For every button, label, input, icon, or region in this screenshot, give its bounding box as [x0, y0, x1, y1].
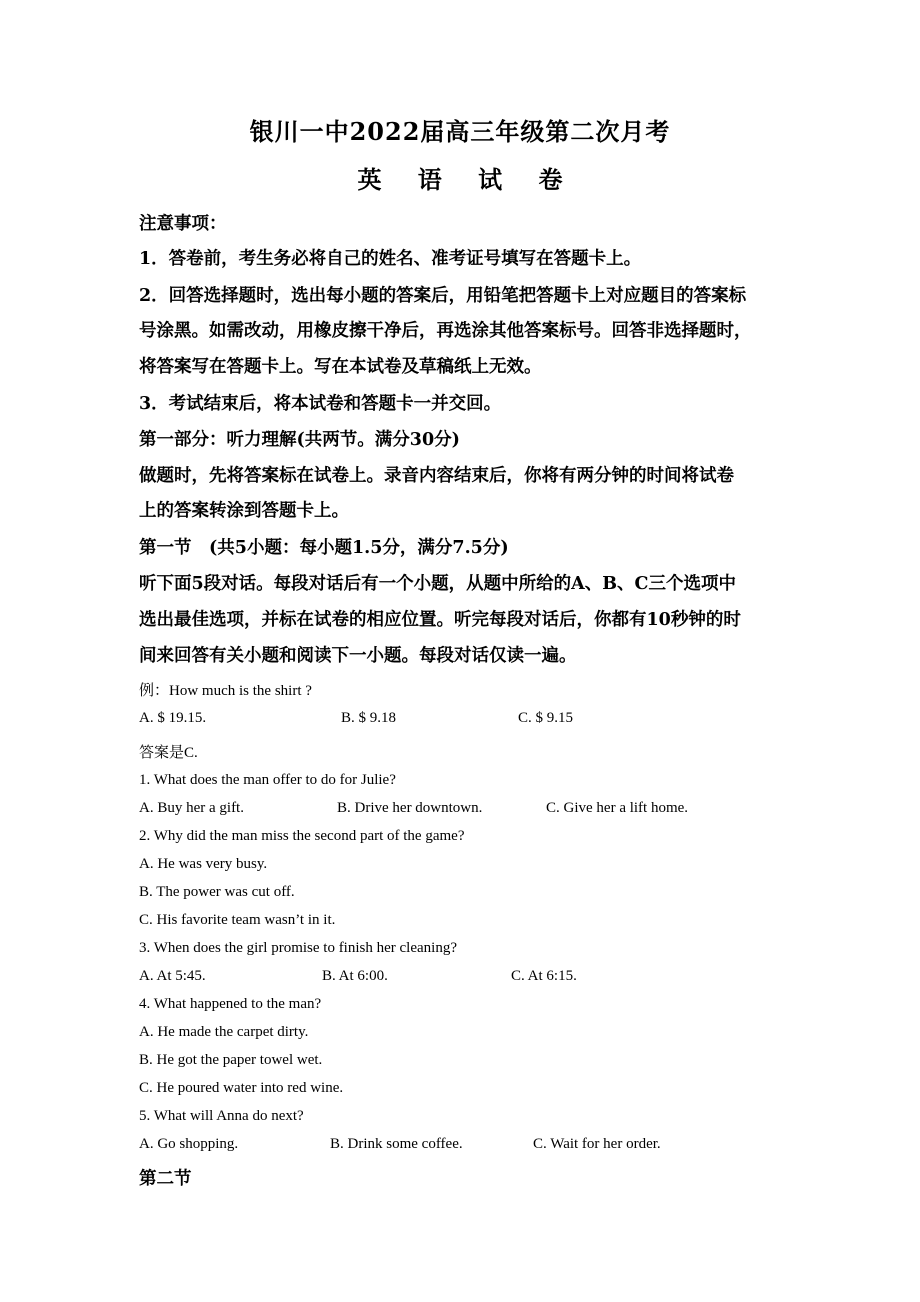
note-item-2-line-1: 2．回答选择题时，选出每小题的答案后，用铅笔把答题卡上对应题目的答案标: [139, 286, 747, 306]
exam-title: 银川一中2022届高三年级第二次月考: [249, 117, 671, 146]
example-option-b: B. $ 9.18: [341, 710, 397, 726]
question-4-stem: 4. What happened to the man?: [139, 996, 322, 1012]
question-4-option-b: B. He got the paper towel wet.: [139, 1052, 323, 1068]
note-item-1: 1．答卷前，考生务必将自己的姓名、准考证号填写在答题卡上。: [139, 249, 642, 269]
question-5-option-c: C. Wait for her order.: [533, 1136, 661, 1152]
section1-heading: 第一节 (共5小题：每小题1.5分，满分7.5分): [139, 538, 509, 558]
question-5-option-a: A. Go shopping.: [139, 1136, 239, 1152]
exam-subtitle: 英 语 试 卷: [357, 165, 577, 194]
question-4-option-c: C. He poured water into red wine.: [139, 1080, 344, 1096]
question-3-option-c: C. At 6:15.: [511, 968, 577, 984]
example-answer: 答案是C.: [139, 745, 198, 761]
question-1-option-a: A. Buy her a gift.: [139, 800, 244, 816]
question-3-option-a: A. At 5:45.: [139, 968, 206, 984]
question-2-option-c: C. His favorite team wasn’t in it.: [139, 912, 336, 928]
question-2-stem: 2. Why did the man miss the second part of the game?: [139, 828, 465, 844]
question-5-stem: 5. What will Anna do next?: [139, 1108, 304, 1124]
question-3-stem: 3. When does the girl promise to finish her cleaning?: [139, 940, 457, 956]
question-1-stem: 1. What does the man offer to do for Julie?: [139, 772, 396, 788]
question-3-option-b: B. At 6:00.: [322, 968, 388, 984]
example-option-c: C. $ 9.15: [518, 710, 574, 726]
section2-heading: 第二节: [139, 1169, 192, 1189]
note-item-2-line-2: 号涂黑。如需改动，用橡皮擦干净后，再选涂其他答案标号。回答非选择题时，: [139, 321, 752, 341]
question-1-option-b: B. Drive her downtown.: [337, 800, 483, 816]
part1-instructions-line-2: 上的答案转涂到答题卡上。: [139, 501, 349, 521]
section1-instructions-line-3: 间来回答有关小题和阅读下一小题。每段对话仅读一遍。: [139, 646, 577, 666]
note-item-3: 3．考试结束后，将本试卷和答题卡一并交回。: [139, 394, 502, 414]
example-question: 例：How much is the shirt ?: [139, 683, 312, 699]
question-5-option-b: B. Drink some coffee.: [330, 1136, 463, 1152]
question-1-option-c: C. Give her a lift home.: [546, 800, 689, 816]
part1-heading: 第一部分：听力理解(共两节。满分30分): [139, 430, 460, 450]
note-item-2-line-3: 将答案写在答题卡上。写在本试卷及草稿纸上无效。: [139, 357, 542, 377]
question-4-option-a: A. He made the carpet dirty.: [139, 1024, 309, 1040]
question-2-option-a: A. He was very busy.: [139, 856, 268, 872]
section1-instructions-line-2: 选出最佳选项，并标在试卷的相应位置。听完每段对话后，你都有10秒钟的时: [139, 610, 741, 630]
question-2-option-b: B. The power was cut off.: [139, 884, 295, 900]
part1-instructions-line-1: 做题时，先将答案标在试卷上。录音内容结束后，你将有两分钟的时间将试卷: [139, 466, 734, 486]
notes-heading: 注意事项：: [139, 214, 227, 234]
section1-instructions-line-1: 听下面5段对话。每段对话后有一个小题，从题中所给的A、B、C三个选项中: [139, 574, 736, 594]
example-option-a: A. $ 19.15.: [139, 710, 207, 726]
